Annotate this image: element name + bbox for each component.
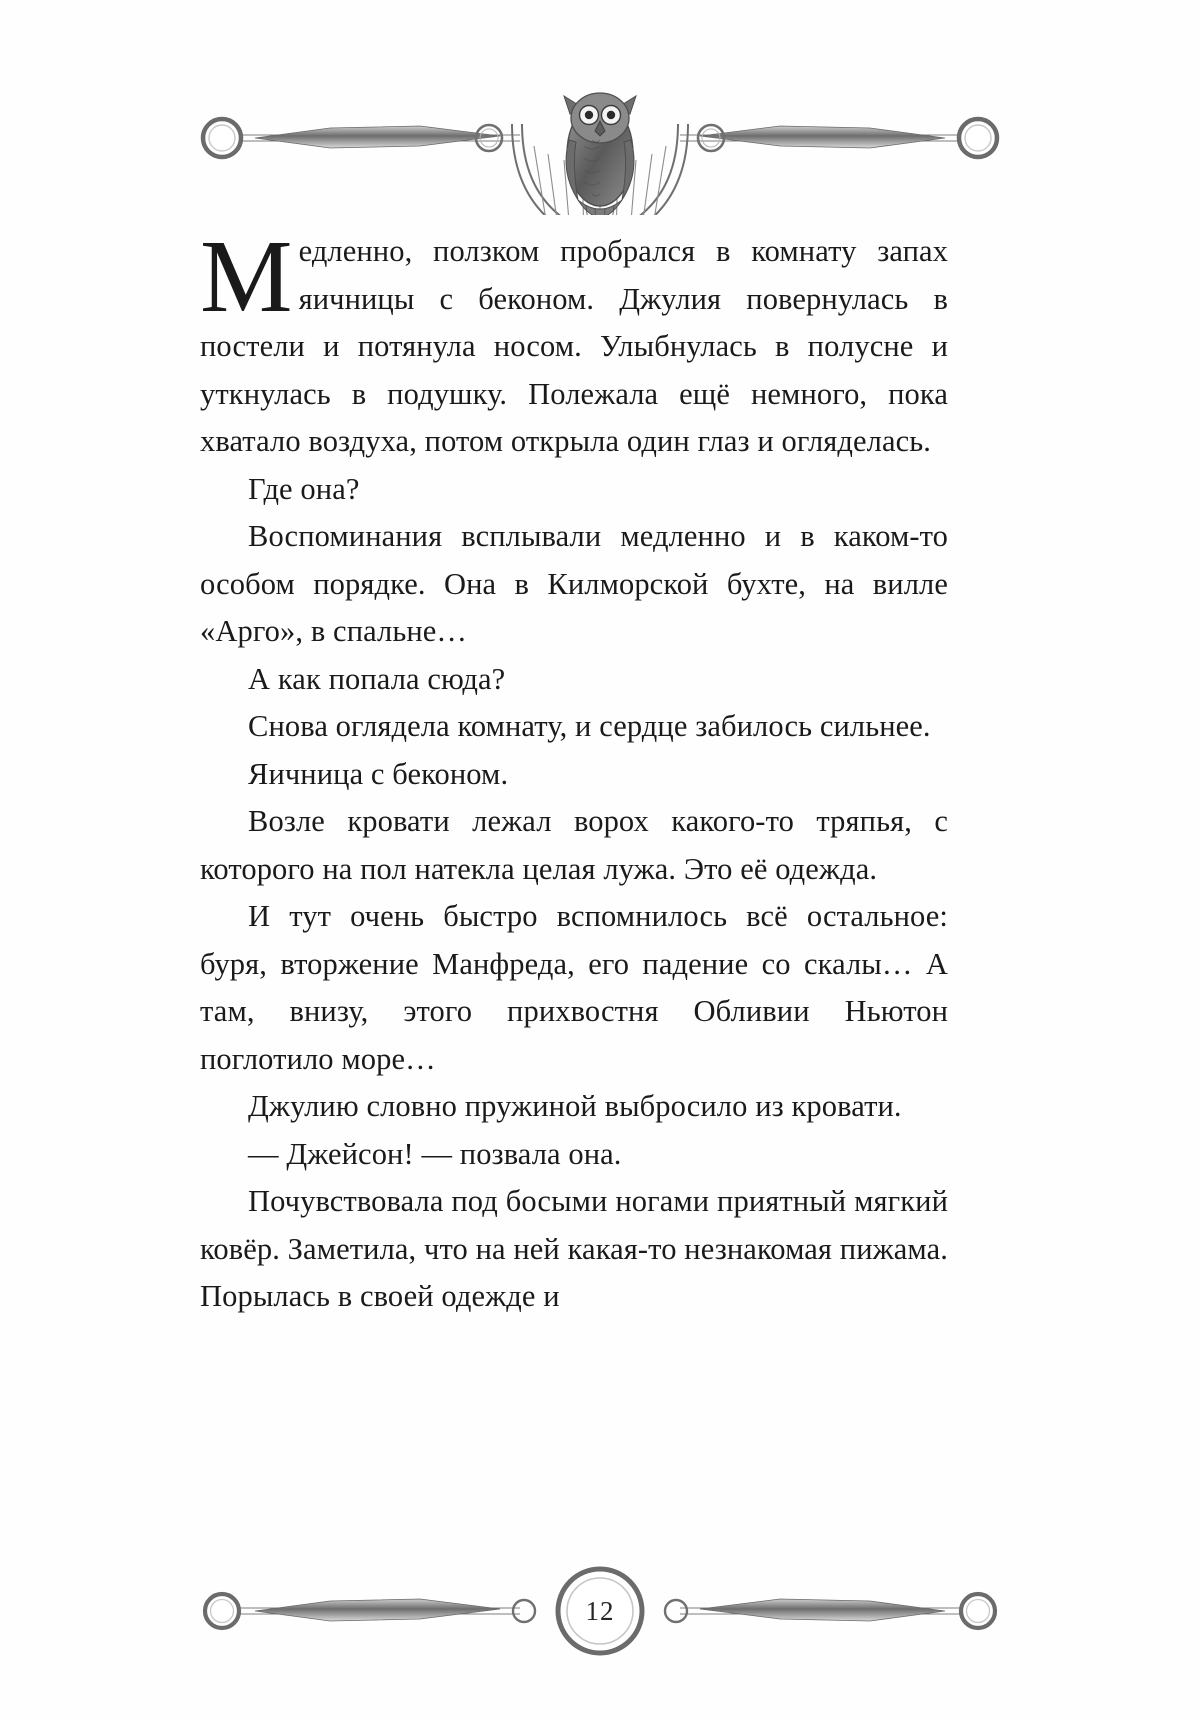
paragraph (200, 703, 948, 751)
paragraph-text: Возле кровати лежал ворох какого-то тряпья, с которого на пол натекла целая лужа. Это её одежда. (200, 804, 948, 886)
paragraph-text: Снова оглядела комнату, и сердце забилось сильнее. (248, 709, 931, 743)
owl-icon (564, 93, 636, 215)
paragraph (200, 1131, 948, 1179)
paragraph-text: Яичница с беконом. (248, 756, 509, 791)
paragraph-text: Джулию словно пружиной выбросило из кровати. (248, 1089, 902, 1123)
paragraph (200, 798, 948, 893)
paragraph-text: А как попала сюда? (248, 661, 506, 696)
page-number: 12 (585, 1596, 615, 1626)
chapter-header-ornament (0, 50, 1200, 215)
paragraph-text: Где она? (248, 471, 360, 506)
paragraph (200, 656, 948, 704)
paragraph (200, 893, 948, 1083)
ornament-end-ring-left (203, 119, 241, 157)
page-text-body (200, 219, 948, 1321)
paragraph (200, 466, 948, 514)
ornament-end-ring-right (959, 119, 997, 157)
paragraph (200, 513, 948, 656)
paragraph-text: Почувствовала под босыми ногами приятный мягкий ковёр. Заметила, что на ней какая-то незнакомая пижама. Порылась в своей одежде и (200, 1184, 948, 1313)
paragraph (200, 1178, 948, 1321)
paragraph-text: И тут очень быстро вспомнилось всё остальное: буря, вторжение Манфреда, его падение со скалы… А там, внизу, этого прихвостня Обливии Ньютон поглотило море… (200, 899, 948, 1076)
paragraph (200, 1083, 948, 1131)
paragraph-text: — Джейсон! — позвала она. (248, 1136, 622, 1171)
paragraph (200, 751, 948, 799)
drop-cap: М (200, 219, 293, 334)
paragraph-text: едленно, ползком пробрался в комнату запах яичницы с беконом. Джулия повернулась в постели и потянула носом. Улыбнулась в полусне и уткнулась в подушку. Полежала ещё немного, пока хватало воздуха, потом открыла один глаз и огляделась. (200, 234, 948, 458)
paragraph-text: Воспоминания всплывали медленно и в каком-то особом порядке. Она в Килморской бухте, на вилле «Арго», в спальне… (200, 519, 948, 648)
paragraph (200, 219, 948, 466)
